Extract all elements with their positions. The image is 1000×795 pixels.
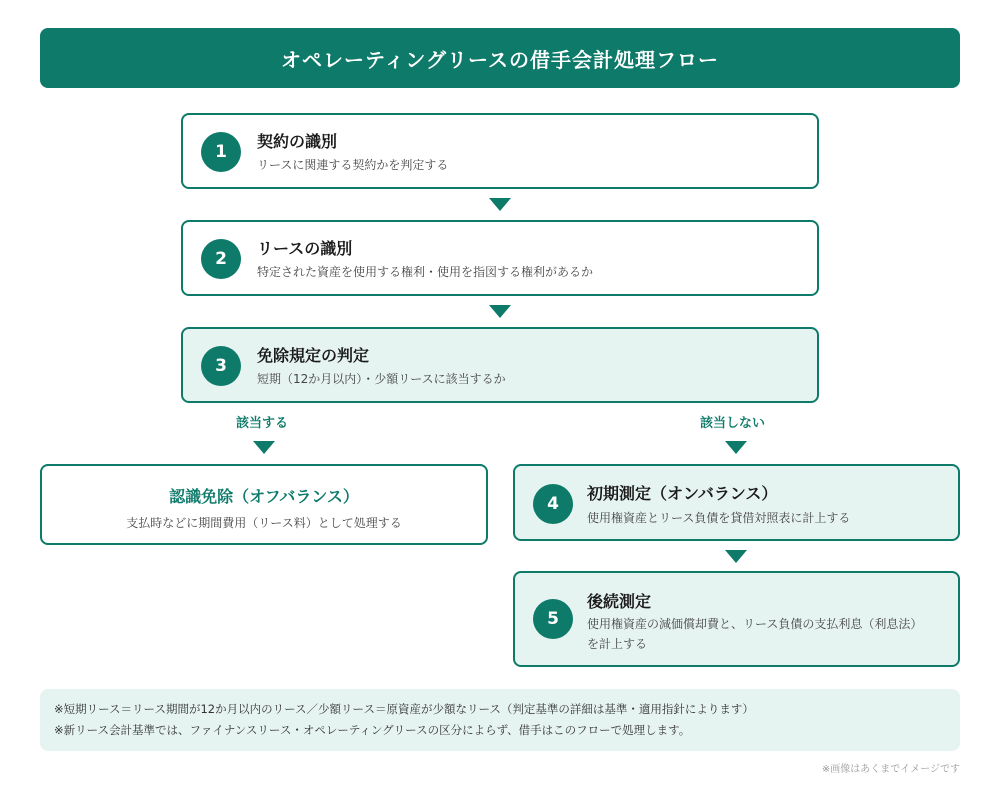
- step-3-box: [181, 327, 819, 403]
- step-1-heading: 契約の識別: [257, 132, 338, 151]
- image-caption: ※画像はあくまでイメージです: [821, 764, 960, 775]
- step-2-heading: リースの識別: [257, 239, 353, 258]
- branch-label-no: 該当しない: [700, 416, 766, 431]
- step-2-description: 特定された資産を使用する権利・使用を指図する権利があるか: [257, 265, 594, 279]
- step-3-heading: 免除規定の判定: [257, 346, 370, 365]
- step-3-number: 3: [201, 346, 241, 386]
- arrow-down-icon: [489, 198, 511, 211]
- step-2-box: [181, 220, 819, 296]
- step-1-description: リースに関連する契約かを判定する: [257, 158, 449, 172]
- derecognition-description: 支払時などに期間費用（リース料）として処理する: [126, 516, 402, 530]
- step-5-description-line1: 使用権資産の減価償却費と、リース負債の支払利息（利息法）: [587, 617, 923, 631]
- step-5-box: [513, 571, 960, 667]
- arrow-down-icon: [725, 550, 747, 563]
- step-1-box: [181, 113, 819, 189]
- note-line-1: ※短期リース＝リース期間が12か月以内のリース／少額リース＝原資産が少額なリース（判定基準の詳細は基準・適用指針によります）: [54, 702, 754, 716]
- step-5-heading: 後続測定: [587, 592, 652, 611]
- step-5-description-line2: を計上する: [587, 637, 648, 651]
- step-4-box: [513, 464, 960, 541]
- step-1-number: 1: [201, 132, 241, 172]
- step-4-description: 使用権資産とリース負債を貸借対照表に計上する: [587, 511, 851, 525]
- arrow-down-icon: [725, 441, 747, 454]
- step-5-number: 5: [533, 599, 573, 639]
- step-4-heading: 初期測定（オンバランス）: [587, 484, 778, 503]
- note-line-2: ※新リース会計基準では、ファイナンスリース・オペレーティングリースの区分によらず、借手はこのフローで処理します。: [54, 723, 691, 737]
- branch-label-yes: 該当する: [236, 416, 289, 431]
- step-2-number: 2: [201, 239, 241, 279]
- arrow-down-icon: [489, 305, 511, 318]
- title-banner: [40, 28, 960, 88]
- step-3-description: 短期（12か月以内）・少額リースに該当するか: [257, 372, 506, 386]
- notes-box: [40, 689, 960, 751]
- page-title: オペレーティングリースの借手会計処理フロー: [281, 47, 719, 72]
- derecognition-heading: 認識免除（オフバランス）: [169, 487, 359, 506]
- step-4-number: 4: [533, 484, 573, 524]
- step-5-description: [587, 614, 922, 654]
- derecognition-box: [40, 464, 488, 545]
- arrow-down-icon: [253, 441, 275, 454]
